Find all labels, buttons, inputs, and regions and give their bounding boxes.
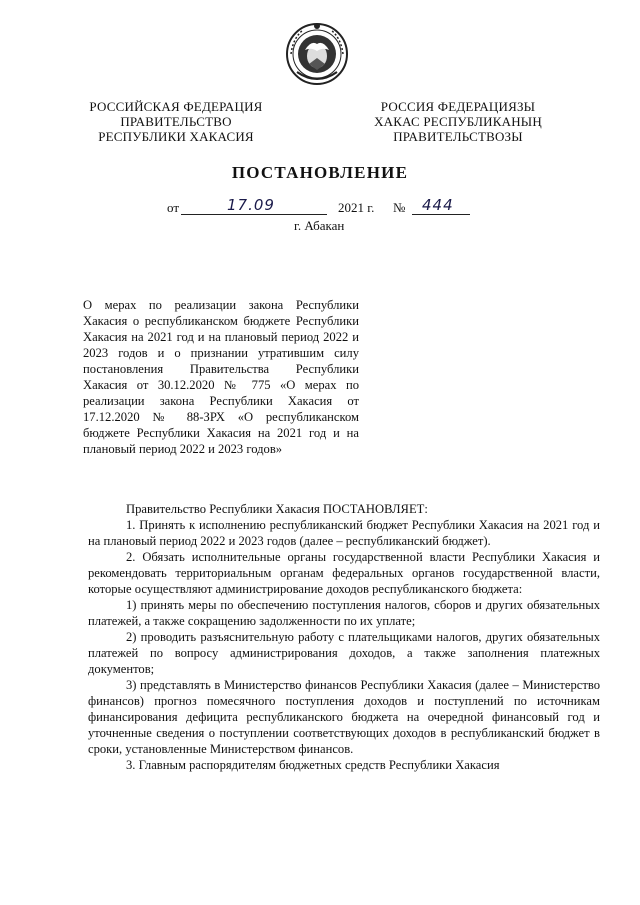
city-name: г. Абакан <box>294 218 345 233</box>
body-paragraph: 2. Обязать исполнительные органы государственной власти Республики Хакасия и рекомендовать территориальным органам федеральных органов государственной власти, которые осуществляют администрирование доходов республиканского бюджета: <box>88 550 600 596</box>
body-paragraph: 2) проводить разъяснительную работу с плательщиками налогов, других обязательных платежей по вопросу администрирования доходов, а также заполнения платежных документов; <box>88 630 600 676</box>
document-title: ПОСТАНОВЛЕНИЕ <box>231 163 409 182</box>
document-body <box>88 501 600 773</box>
date-year: 2021 г. <box>338 200 375 215</box>
header-left-line: РЕСПУБЛИКИ ХАКАСИЯ <box>98 129 254 144</box>
document-subject: О мерах по реализации закона Республики Хакасия о республиканском бюджете Республики Хакасия на 2021 год и на плановый период 2022 и 2023 годов и о признании утратившим силу постановления Правительства Республики Хакасия от 30.12.2020 № 775 «О мерах по реализации закона Республики Хакасия от 17.12.2020 № 88-ЗРХ «О республиканском бюджете Республики Хакасия на 2021 год и на плановый период 2022 и 2023 годов» <box>83 298 359 456</box>
handwritten-number: 444 <box>422 196 454 214</box>
header-left-line: ПРАВИТЕЛЬСТВО <box>120 114 232 129</box>
header-right-line: ХАКАС РЕСПУБЛИКАНЫҢ <box>374 114 542 129</box>
header-right-line: РОССИЯ ФЕДЕРАЦИЯЗЫ <box>380 99 536 114</box>
date-underline <box>181 214 327 215</box>
coat-of-arms-emblem <box>283 20 351 88</box>
number-sign: № <box>393 200 406 215</box>
body-paragraph: 3) представлять в Министерство финансов Республики Хакасия (далее – Министерство финансов) прогноз помесячного поступления доходов и поступлений по источникам финансирования дефицита республиканского бюджета на очередной финансовый год и уточненные сведения о поступлении соответствующих доходов в республиканский бюджет в сроки, установленные Министерством финансов. <box>88 678 600 756</box>
handwritten-date: 17.09 <box>227 196 275 214</box>
body-paragraph: 1. Принять к исполнению республиканский бюджет Республики Хакасия на 2021 год и на плановый период 2022 и 2023 годов (далее – республиканский бюджет). <box>88 518 600 548</box>
body-paragraph: Правительство Республики Хакасия ПОСТАНОВЛЯЕТ: <box>126 502 428 516</box>
body-paragraph: 1) принять меры по обеспечению поступления налогов, сборов и других обязательных платежей, а также сокращению задолженности по их уплате; <box>88 598 600 628</box>
header-right-line: ПРАВИТЕЛЬСТВОЗЫ <box>393 129 523 144</box>
number-underline <box>412 214 470 215</box>
header-left-line: РОССИЙСКАЯ ФЕДЕРАЦИЯ <box>89 99 263 114</box>
body-paragraph: 3. Главным распорядителям бюджетных средств Республики Хакасия <box>126 758 500 772</box>
date-prefix: от <box>167 200 180 215</box>
header-left-ru <box>86 99 266 144</box>
header-right-kjh <box>368 99 548 144</box>
date-number-line <box>0 196 640 218</box>
